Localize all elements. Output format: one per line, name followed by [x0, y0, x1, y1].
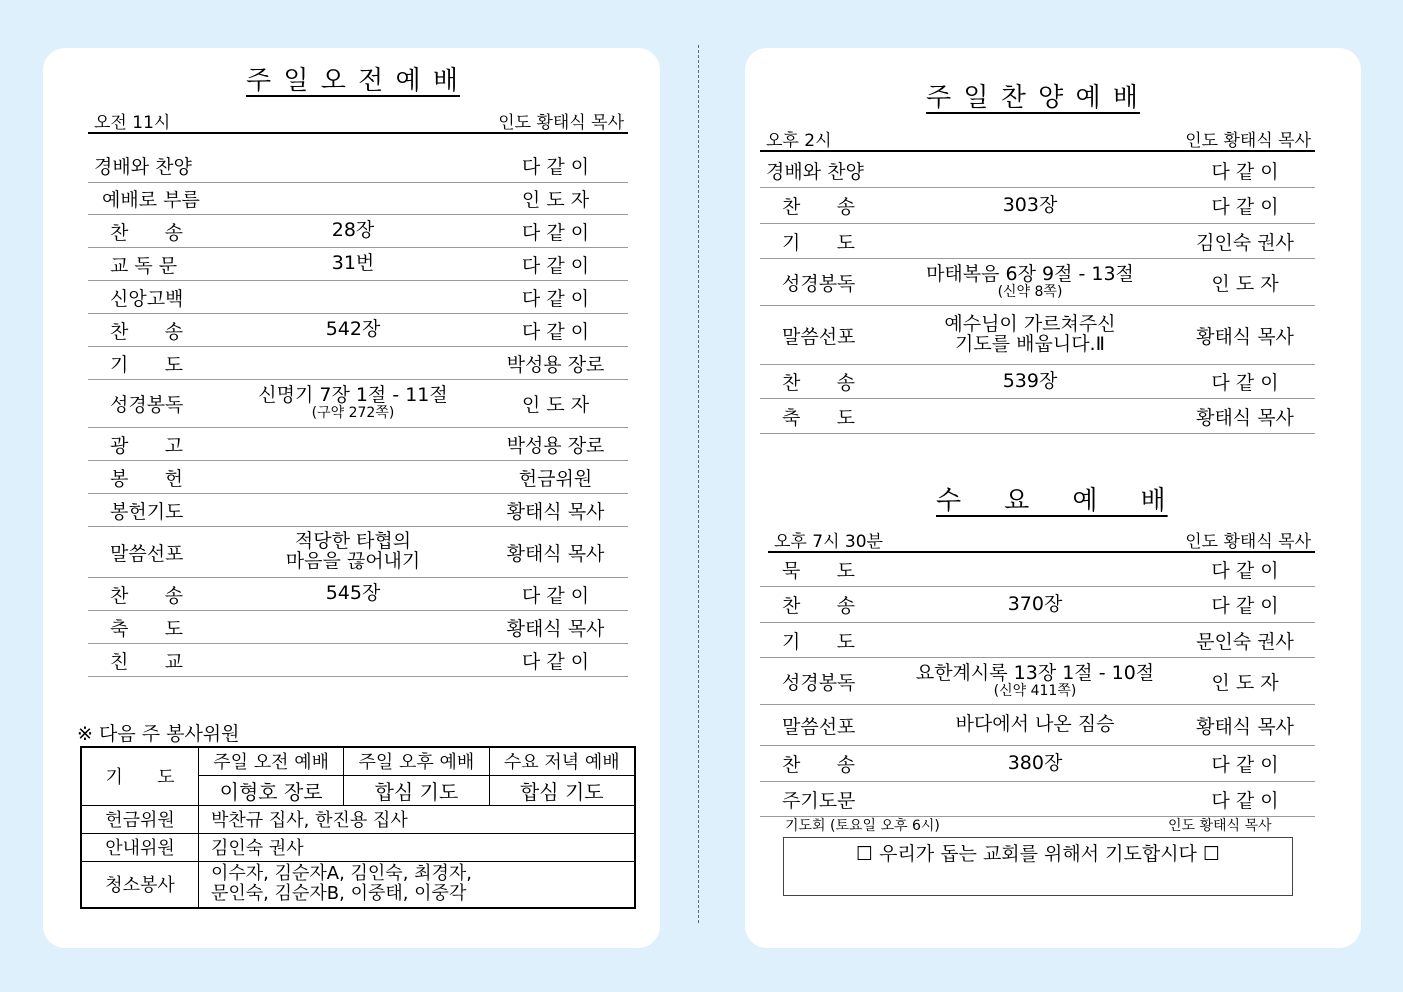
order-row [88, 494, 628, 527]
order-responsible: 인 도 자 [521, 189, 590, 211]
order-responsible: 황태식 목사 [506, 542, 605, 565]
order-content-subtext: (신약 411쪽) [993, 682, 1077, 699]
order-item: 신앙고백 [110, 287, 184, 310]
order-responsible: 황태식 목사 [506, 500, 605, 523]
morning-service-header [88, 108, 628, 134]
order-responsible: 박성용 장로 [506, 434, 605, 457]
order-content [228, 527, 478, 577]
order-item: 경배와 찬양 [94, 155, 192, 178]
order-row [88, 527, 628, 578]
order-content [228, 314, 478, 346]
offering-volunteers: 박찬규 집사, 한진용 집사 [199, 805, 636, 833]
usher-label: 안내위원 [81, 833, 199, 861]
order-row [88, 428, 628, 461]
order-content-text-2: 마음을 끊어내기 [285, 550, 421, 572]
order-item: 찬 송 [110, 221, 183, 244]
order-item: 광 고 [110, 434, 183, 457]
order-row [88, 215, 628, 248]
order-content [910, 365, 1150, 398]
order-item: 찬 송 [110, 584, 183, 607]
order-content [228, 380, 478, 427]
order-content [228, 183, 478, 214]
order-row [88, 461, 628, 494]
order-content [228, 428, 478, 460]
prayer-message: ☐ 우리가 돕는 교회를 위해서 기도합시다 ☐ [856, 843, 1220, 865]
order-content [228, 461, 478, 493]
order-row [760, 623, 1315, 658]
praise-service-title: 주 일 찬 양 예 배 [926, 83, 1141, 113]
order-responsible: 문인숙 권사 [1196, 630, 1294, 653]
order-content [910, 224, 1150, 258]
order-responsible: 황태식 목사 [1196, 325, 1294, 348]
order-item: 축 도 [110, 617, 183, 640]
order-responsible: 인 도 자 [1211, 272, 1279, 295]
order-item: 말씀선포 [110, 542, 184, 565]
order-responsible: 다 같 이 [521, 221, 590, 244]
order-content-text: 마태복음 6장 9절 - 13절 [926, 262, 1134, 285]
order-item: 찬 송 [110, 320, 183, 343]
order-content-text: 539장 [1002, 369, 1058, 392]
col-sunday-afternoon: 주일 오후 예배 [344, 747, 489, 775]
order-item: 성경봉독 [110, 394, 184, 416]
order-row [88, 148, 628, 183]
morning-service-time: 오전 11시 [94, 113, 171, 133]
order-item: 기 도 [782, 231, 855, 254]
cleaning-label: 청소봉사 [81, 861, 199, 908]
order-responsible: 헌금위원 [518, 467, 593, 490]
cleaning-line-2: 문인숙, 김순자B, 이중태, 이중각 [211, 883, 467, 905]
prayer-message-box [783, 837, 1293, 896]
cleaning-line-1: 이수자, 김순자A, 김인숙, 최경자, [211, 863, 473, 885]
order-responsible: 다 같 이 [521, 155, 590, 178]
order-content-text: 바다에서 나온 짐승 [955, 713, 1115, 736]
prayer-sunday-afternoon: 합심 기도 [344, 775, 489, 805]
prayer-label: 기 도 [81, 747, 199, 805]
order-item: 찬 송 [782, 754, 855, 776]
order-responsible: 다 같 이 [1211, 560, 1279, 582]
order-row [760, 399, 1315, 434]
order-item: 주기도문 [782, 789, 856, 812]
order-content-text: 380장 [1007, 751, 1063, 774]
prayer-meeting-label: 기도회 (토요일 오후 6시) [785, 818, 940, 834]
wednesday-service-leader: 인도 황태식 목사 [1185, 532, 1311, 552]
order-content [890, 587, 1180, 622]
order-responsible: 다 같 이 [1211, 595, 1279, 617]
wednesday-service-title: 수 요 예 배 [936, 486, 1168, 516]
praise-service-time: 오후 2시 [766, 131, 832, 151]
order-item: 기 도 [782, 630, 855, 653]
order-content-text: 370장 [1007, 592, 1063, 615]
order-content [910, 399, 1150, 433]
praise-service-header [760, 126, 1315, 152]
order-responsible: 다 같 이 [521, 584, 590, 607]
order-responsible: 인 도 자 [1211, 671, 1279, 694]
wednesday-service-time: 오후 7시 30분 [774, 532, 883, 552]
order-row [88, 183, 628, 215]
order-row [88, 611, 628, 644]
order-content [228, 578, 478, 610]
order-content [228, 248, 478, 280]
order-responsible: 다 같 이 [521, 287, 590, 310]
col-sunday-morning: 주일 오전 예배 [199, 747, 344, 775]
order-item: 성경봉독 [782, 272, 856, 295]
order-row [760, 153, 1315, 188]
order-row [760, 553, 1315, 587]
fold-divider [698, 45, 699, 923]
morning-order-list [88, 148, 628, 677]
order-row [88, 644, 628, 677]
order-content [890, 705, 1180, 745]
order-row [88, 578, 628, 611]
order-row [760, 224, 1315, 259]
order-row [760, 306, 1315, 365]
usher-volunteers: 김인숙 권사 [199, 833, 636, 861]
order-item: 묵 도 [782, 560, 855, 582]
order-content [890, 658, 1180, 704]
order-row [88, 314, 628, 347]
order-row [88, 281, 628, 314]
order-item: 기 도 [110, 353, 183, 376]
order-row [88, 380, 628, 428]
order-content [228, 644, 478, 676]
order-content [890, 623, 1180, 657]
order-content [228, 215, 478, 247]
order-responsible: 다 같 이 [1211, 754, 1279, 776]
order-item: 경배와 찬양 [766, 160, 864, 183]
morning-service-leader: 인도 황태식 목사 [498, 113, 624, 133]
order-responsible: 다 같 이 [1211, 196, 1279, 218]
order-row [760, 188, 1315, 224]
col-wednesday-evening: 수요 저녁 예배 [489, 747, 635, 775]
volunteer-table [80, 746, 636, 909]
order-row [760, 705, 1315, 746]
order-row [760, 587, 1315, 623]
order-content [228, 148, 478, 182]
order-content-text: 545장 [325, 582, 381, 605]
order-row [760, 658, 1315, 705]
order-content [228, 347, 478, 379]
order-item: 예배로 부름 [102, 189, 200, 211]
order-responsible: 인 도 자 [521, 394, 590, 416]
order-content-text: 542장 [325, 318, 381, 341]
order-row [88, 347, 628, 380]
wednesday-service-header [768, 527, 1315, 553]
order-responsible: 다 같 이 [1211, 372, 1279, 394]
order-content [910, 188, 1150, 223]
order-item: 교 독 문 [110, 254, 178, 277]
order-item: 말씀선포 [782, 325, 856, 348]
order-row [760, 746, 1315, 782]
order-content [890, 553, 1180, 586]
order-content [910, 306, 1150, 364]
order-item: 찬 송 [782, 595, 855, 617]
order-item: 성경봉독 [782, 671, 856, 694]
offering-label: 헌금위원 [81, 805, 199, 833]
order-responsible: 박성용 장로 [506, 353, 605, 376]
next-week-note: ※ 다음 주 봉사위원 [77, 723, 240, 745]
order-content-text: 31번 [331, 252, 375, 275]
order-item: 말씀선포 [782, 715, 856, 738]
order-responsible: 황태식 목사 [1196, 715, 1294, 738]
order-item: 찬 송 [782, 372, 855, 394]
order-responsible: 다 같 이 [1211, 160, 1279, 183]
order-responsible: 황태식 목사 [1196, 406, 1294, 429]
order-content [228, 494, 478, 526]
order-content [228, 611, 478, 643]
order-responsible: 다 같 이 [521, 254, 590, 277]
order-content [890, 746, 1180, 781]
order-responsible: 김인숙 권사 [1196, 231, 1294, 254]
order-content-text: 신명기 7장 1절 - 11절 [258, 384, 448, 407]
order-item: 친 교 [110, 650, 183, 673]
order-item: 봉 헌 [110, 467, 183, 490]
order-content-text: 적당한 타협의 [294, 530, 412, 553]
morning-service-title: 주 일 오 전 예 배 [246, 66, 461, 96]
order-responsible: 다 같 이 [521, 320, 590, 343]
order-row [760, 259, 1315, 306]
order-content [890, 782, 1180, 816]
order-responsible: 황태식 목사 [506, 617, 605, 640]
order-content-text: 28장 [331, 219, 375, 242]
order-content-subtext: (신약 8쪽) [997, 283, 1063, 300]
order-item: 봉헌기도 [110, 500, 184, 523]
wednesday-order-list [760, 553, 1315, 817]
cleaning-volunteers [199, 861, 636, 908]
order-row [760, 782, 1315, 817]
order-content-text: 예수님이 가르쳐주신 [944, 313, 1116, 336]
prayer-meeting-leader: 인도 황태식 목사 [1168, 818, 1272, 834]
order-responsible: 다 같 이 [521, 650, 590, 673]
praise-service-leader: 인도 황태식 목사 [1185, 131, 1311, 151]
order-content-text: 요한계시록 13장 1절 - 10절 [915, 661, 1155, 684]
order-content [910, 259, 1150, 305]
order-content-text-2: 기도를 배웁니다.Ⅱ [955, 333, 1105, 355]
order-responsible: 다 같 이 [1211, 789, 1279, 812]
order-content-subtext: (구약 272쪽) [311, 405, 395, 422]
prayer-sunday-morning: 이형호 장로 [199, 775, 344, 805]
order-content [228, 281, 478, 313]
order-item: 찬 송 [782, 196, 855, 218]
order-item: 축 도 [782, 406, 855, 429]
prayer-wednesday-evening: 합심 기도 [489, 775, 635, 805]
praise-order-list [760, 153, 1315, 434]
order-row [760, 365, 1315, 399]
order-content-text: 303장 [1002, 193, 1058, 216]
order-content [910, 153, 1150, 187]
order-row [88, 248, 628, 281]
